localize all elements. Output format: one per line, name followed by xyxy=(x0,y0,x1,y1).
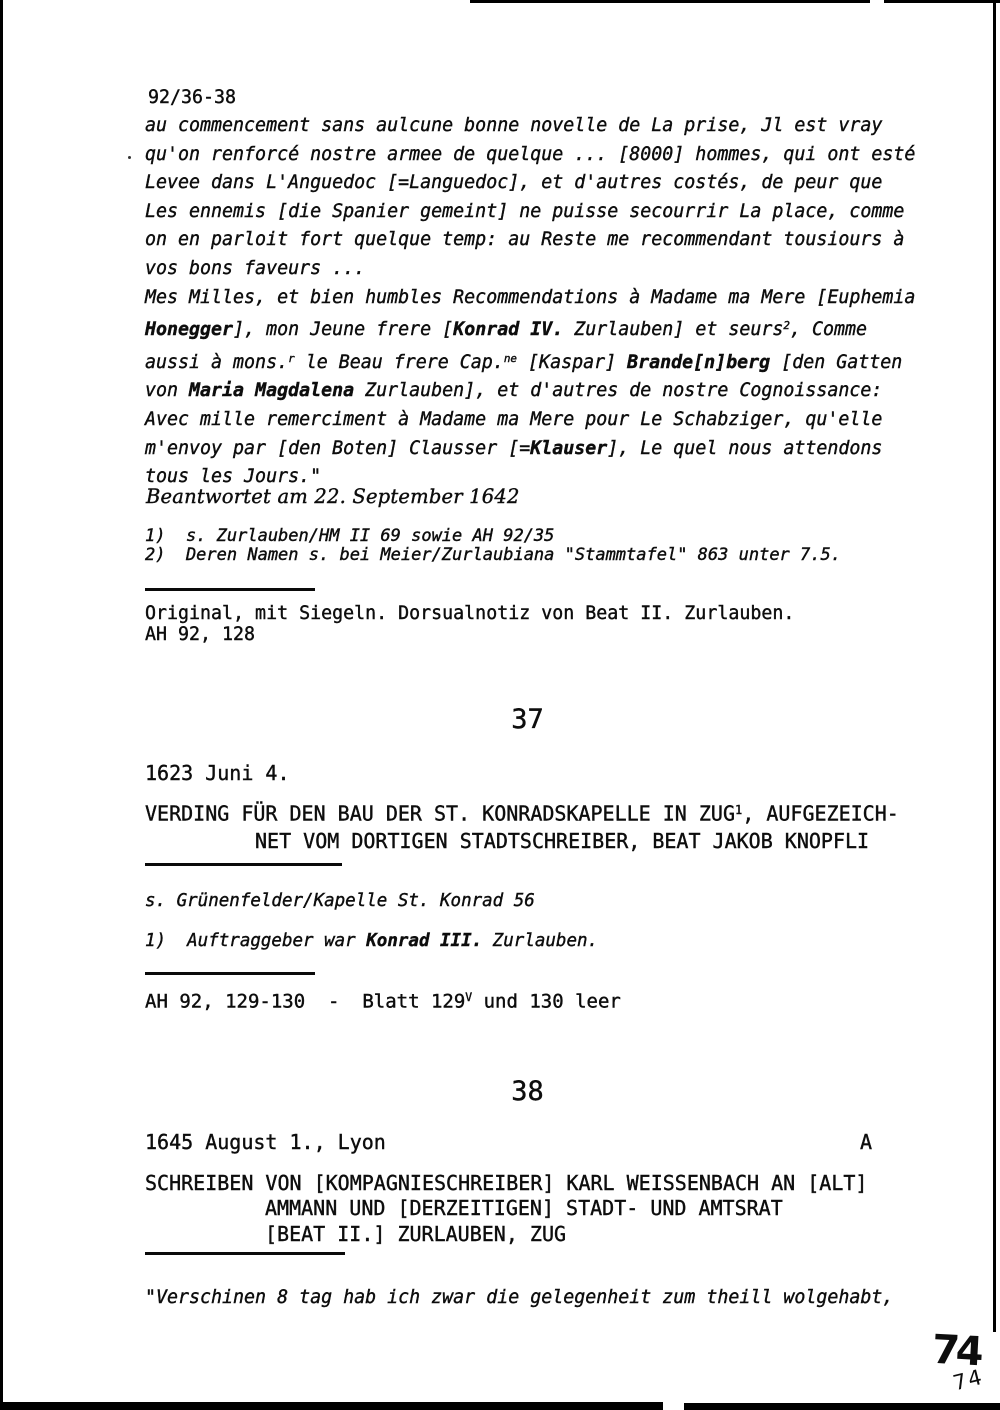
scan-edge-bottom xyxy=(3,1402,663,1410)
entry-37-reference: s. Grünenfelder/Kapelle St. Konrad 56 xyxy=(145,891,535,911)
entry-36-answered-note: Beantwortet am 22. September 1642 xyxy=(146,485,520,508)
entry-36-footnotes: 1) s. Zurlauben/HM II 69 sowie AH 92/35 2) Deren Namen s. bei Meier/Zurlaubiana "Stammtafel" 863 unter 7.5. xyxy=(145,526,841,565)
divider-entry-37-footnote xyxy=(145,972,315,975)
scan-edge-top-right xyxy=(884,0,1000,3)
entry-38-date: 1645 August 1., Lyon xyxy=(145,1130,386,1154)
scan-edge-top xyxy=(470,0,870,3)
scan-edge-right xyxy=(993,0,996,1332)
doc-reference: 92/36-38 xyxy=(148,87,237,108)
divider-entry-36 xyxy=(145,588,315,591)
entry-37-footnote: 1) Auftraggeber war Konrad III. Zurlauben. xyxy=(145,931,599,951)
entry-38-number: 38 xyxy=(511,1076,544,1107)
handwritten-page-number-large: 74 xyxy=(930,1326,981,1376)
entry-37-title: VERDING FÜR DEN BAU DER ST. KONRADSKAPELLE IN ZUG$^1$, AUFGEZEICH- NET VOM DORTIGEN STADTSCHREIBER, BEAT JAKOB KNOPFLI xyxy=(145,801,899,854)
entry-37-number: 37 xyxy=(511,704,544,735)
entry-38-series-marker: A xyxy=(859,1130,872,1154)
handwritten-page-number-small: 74 xyxy=(950,1364,987,1396)
entry-38-date-row xyxy=(145,1130,872,1154)
entry-36-letter-quote: au commencement sans aulcune bonne novelle de La prise, Jl est vray qu'on renforcé nostre armee de quelque ... [8000] hommes, qui ont esté Levee dans L'Anguedoc [=Languedoc], et d'autres costés, de peur que Les ennemis [die Spanier gemeint] ne puisse secourrir La place, comme on en parloit fort quelque temp: au Reste me recommendant tousiours à vos bons faveurs ... Mes Milles, et bien humbles Recommendations à Madame ma Mere [Euphemia Honegger], mon Jeune frere [Konrad IV. Zurlauben] et seurs$^2$, Comme aussi à mons.$^r$ le Beau frere Cap.$^{ne}$ [Kaspar] Brande[n]berg [den Gatten von Maria Magdalena Zurlauben], et d'autres de nostre Cognoissance: Avec mille remerciment à Madame ma Mere pour Le Schabziger, qu'elle m'envoy par [den Boten] Clausser [=Klauser], Le quel nous attendons tous les Jours." xyxy=(145,115,916,488)
entry-38-letter-quote: "Verschinen 8 tag hab ich zwar die gelegenheit zum theill wolgehabt, xyxy=(145,1287,894,1308)
entry-36-provenance: Original, mit Siegeln. Dorsualnotiz von Beat II. Zurlauben. AH 92, 128 xyxy=(145,603,795,646)
scan-edge-left xyxy=(0,0,3,1410)
ink-speck xyxy=(128,156,131,159)
scan-edge-bottom-right xyxy=(684,1403,1000,1410)
entry-37-date: 1623 Juni 4. xyxy=(145,761,290,785)
divider-entry-37-title xyxy=(145,863,342,866)
entry-37-provenance: AH 92, 129-130 - Blatt $129^V$ und 130 leer xyxy=(145,990,621,1013)
entry-38-title: SCHREIBEN VON [KOMPAGNIESCHREIBER] KARL WEISSENBACH AN [ALT] AMMANN UND [DERZEITIGEN] STADT- UND AMTSRAT [BEAT II.] ZURLAUBEN, ZUG xyxy=(145,1171,868,1246)
divider-entry-38-title xyxy=(145,1252,345,1255)
